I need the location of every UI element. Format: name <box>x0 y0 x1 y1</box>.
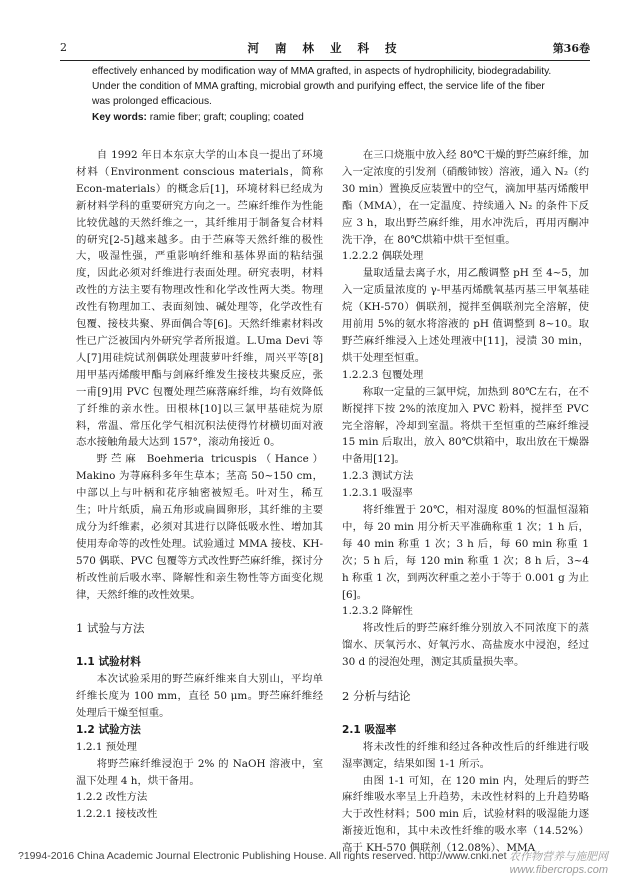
watermark <box>509 848 608 876</box>
section-heading: 1 试验与方法 <box>76 621 145 636</box>
subsection-heading: 1.2 试验方法 <box>76 723 141 736</box>
intro-paragraph: 野苎麻 Boehmeria tricuspis（Hance）Makino 为荨麻科多年生草本；茎高 50~150 cm，中部以上与叶柄和花序轴密被短毛。叶对生，稀互生；叶片纸质，扁五角形或扁圆卵形，其纤维的主要成分为纤维素，必须对其进行以降低吸水性、增加其使用寿命等的改性处理。试验通过 MMA 接枝、KH-570 偶联、PVC 包覆等方式改性野苎麻纤维，探讨分析改性前后吸水率、降解性和亲生物性等方面变化规律，天然纤维的改性效果。 <box>76 453 323 601</box>
subsubsection-heading: 1.2.1 预处理 <box>76 740 137 753</box>
body-paragraph: 本次试验采用的野苎麻纤维来自大别山，平均单纤维长度为 100 mm，直径 50 μm。野苎麻纤维经处理后干燥至恒重。 <box>76 673 323 719</box>
keywords-text: ramie fiber; graft; coupling; coated <box>146 111 304 123</box>
body-paragraph: 将野苎麻纤维浸泡于 2% 的 NaOH 溶液中，室温下处理 4 h，烘干备用。 <box>76 757 323 787</box>
body-paragraph: 将未改性的纤维和经过各种改性后的纤维进行吸湿率测定，结果如图 1-1 所示。 <box>342 740 589 770</box>
page-number: 2 <box>60 41 67 54</box>
page-footer <box>18 848 608 876</box>
watermark-url: www.fibercrops.com <box>509 864 608 876</box>
subsubsection-heading: 1.2.2.3 包覆处理 <box>342 368 424 381</box>
subsubsection-heading: 1.2.2.1 接枝改性 <box>76 808 158 821</box>
body-paragraph: 将改性后的野苎麻纤维分别放入不同浓度下的蒸馏水、厌氧污水、好氧污水、高盐废水中浸泡，经过 30 d 的浸泡处理，测定其质量损失率。 <box>342 622 589 669</box>
subsubsection-heading: 1.2.3.1 吸湿率 <box>342 487 413 500</box>
body-paragraph: 称取一定量的三氯甲烷，加热到 80℃左右，在不断搅拌下按 2%的浓度加入 PVC 粉料，搅拌至 PVC 完全溶解，冷却到室温。将烘干至恒重的苎麻纤维浸 15 min 后取出，放入 80℃烘箱中，取出放在干燥器中备用[12]。 <box>342 385 589 466</box>
abstract-line: was prolonged efficacious. <box>92 96 212 108</box>
abstract-line: effectively enhanced by modification way of MMA grafted, in aspects of hydrophilicity, biodegradability. <box>92 66 552 77</box>
english-abstract <box>92 64 592 125</box>
subsection-heading: 1.1 试验材料 <box>76 656 141 669</box>
subsubsection-heading: 1.2.2 改性方法 <box>76 791 148 804</box>
subsection-heading: 2.1 吸湿率 <box>342 723 397 736</box>
body-paragraph: 量取适量去离子水，用乙酸调整 pH 至 4~5，加入一定质量浓度的 γ-甲基丙烯酰氧基丙基三甲氧基硅烷（KH-570）偶联剂，搅拌至偶联剂完全溶解，使用前用 5%的氨水将溶液的 pH 值调整到 8~10。取野苎麻纤维浸入上述处理液中[11]，浸渍 30 min，烘干处理至恒重。 <box>342 267 589 364</box>
right-column <box>342 147 589 857</box>
subsubsection-heading: 1.2.3 测试方法 <box>342 470 414 483</box>
keywords <box>92 110 592 125</box>
intro-paragraph: 自 1992 年日本东京大学的山本良一提出了环境材料（Environment conscious materials，简称 Econ-materials）的概念后[1]，环境材料已经成为新材料学科的重要研究方向之一。苎麻纤维作为性能比较优越的天然纤维之一，其纤维用于制备复合材料的研究[2-5]越来越多。由于苎麻等天然纤维的极性大，吸湿性强，严重影响纤维和基体界面的粘结强度，因此必须对纤维进行表面处理。研究表明，材料改性的方法主要有物理改性和化学改性两大类。物理改性有物理加工、表面刻蚀、碱处理等，化学改性有包覆、接枝共聚、界面偶合等[6]。天然纤维素材料改性已广泛被国内外研究学者所报道。L.Uma Devi 等人[7]用硅烷试剂偶联处理菠萝叶纤维，周兴平等[8]用甲基丙烯酸甲酯与剑麻纤维发生接枝共聚反应，张一甫[9]用 PVC 包覆处理苎麻落麻纤维，均有效降低了纤维的亲水性。田根林[10]以三氯甲基硅烷为原料，常温、常压化学气相沉积法使得竹材横切面对液态水接触角最大达到 157°，滚动角接近 0。 <box>76 149 323 449</box>
volume-label: 第36卷 <box>552 42 590 55</box>
left-column <box>76 147 323 823</box>
body-paragraph: 由图 1-1 可知，在 120 min 内，处理后的野苎麻纤维吸水率呈上升趋势，未改性材料的上升趋势略大于改性材料；500 min 后，试验材料的吸湿能力逐渐接近饱和，其中未改性纤维的吸水率（14.52%）高于 KH-570 偶联剂（12.08%）、MMA <box>342 774 589 855</box>
watermark-cn: 农作物营养与施肥网 <box>509 851 608 863</box>
abstract-line: Under the condition of MMA grafting, microbial growth and purifying effect, the service life of the fiber <box>92 81 545 93</box>
header-rule <box>60 60 590 61</box>
body-paragraph: 在三口烧瓶中放入经 80℃干燥的野苎麻纤维，加入一定浓度的引发剂（硝酸铈铵）溶液，通入 N₂（约 30 min）置换反应装置中的空气，滴加甲基丙烯酸甲酯（MMA），在一定温度、持续通入 N₂ 的条件下反应 3 h，取出野苎麻纤维，用水冲洗后，再用丙酮冲洗干净，在 80℃烘箱中烘干至恒重。 <box>342 149 589 246</box>
section-heading: 2 分析与结论 <box>342 688 411 703</box>
subsubsection-heading: 1.2.3.2 降解性 <box>342 605 413 618</box>
subsubsection-heading: 1.2.2.2 偶联处理 <box>342 250 424 263</box>
copyright-line: ?1994-2016 China Academic Journal Electronic Publishing House. All rights reserved. http://www.cnki.net <box>18 850 507 862</box>
keywords-label: Key words: <box>92 111 147 123</box>
body-paragraph: 将纤维置于 20℃，相对湿度 80%的恒温恒湿箱中，每 20 min 用分析天平准确称重 1 次；1 h 后，每 40 min 称重 1 次；3 h 后，每 60 min 称重 1 次；5 h 后，每 120 min 称重 1 次；8 h 后，3~4 h 称重 1 次，到两次秤重之差小于等于 0.001 g 为止[6]。 <box>342 504 589 601</box>
running-header <box>60 40 590 56</box>
journal-title: 河 南 林 业 科 技 <box>247 41 403 55</box>
